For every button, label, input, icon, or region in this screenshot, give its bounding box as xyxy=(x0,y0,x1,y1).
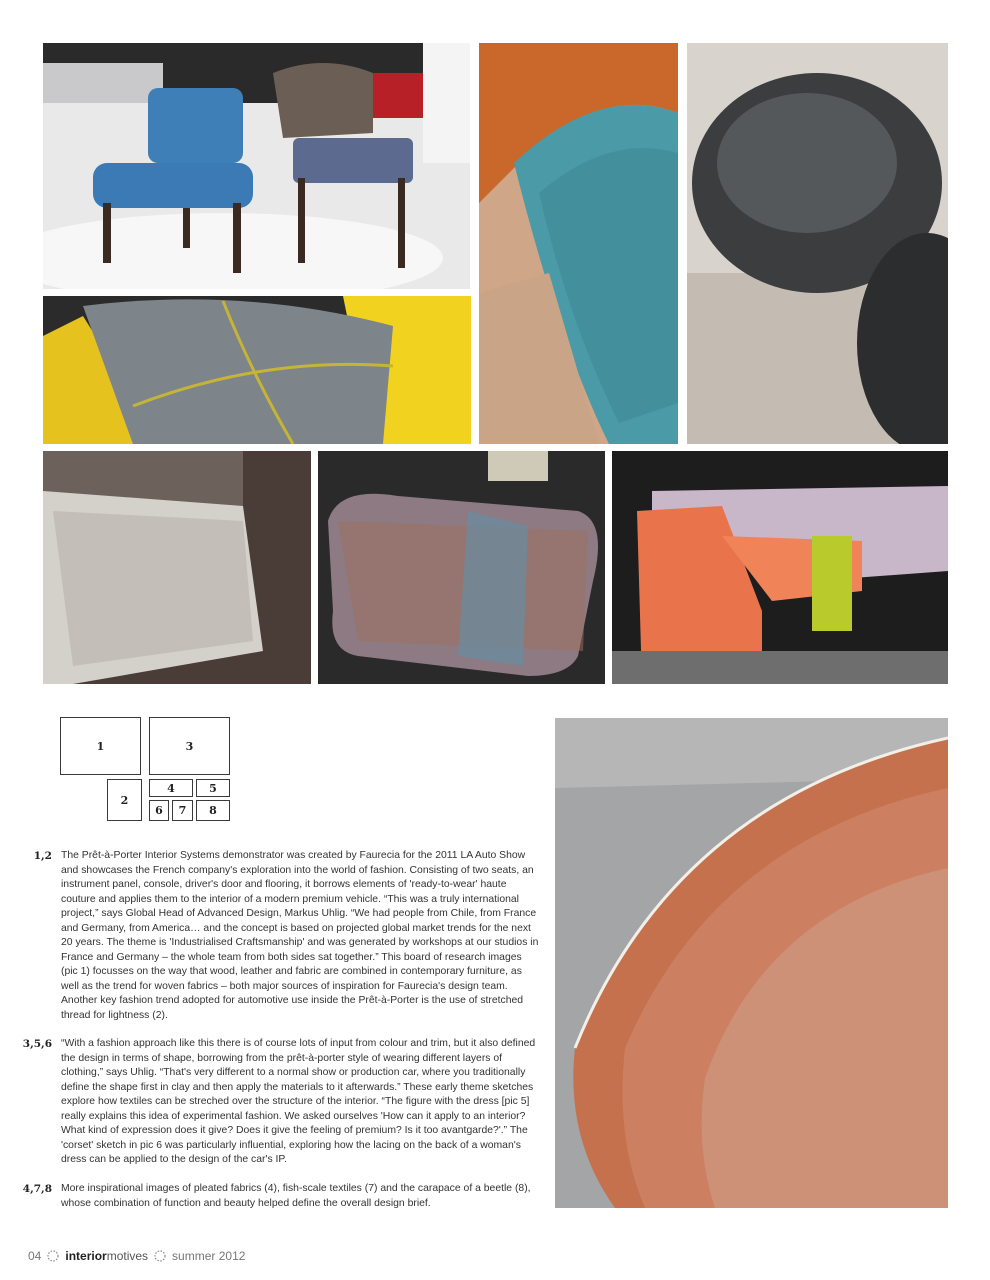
brand-bold: interior xyxy=(65,1249,107,1263)
caption-text: “With a fashion approach like this there is of course lots of input from colour and trim, but it also defined the design in terms of shape, borrowing from the prêt-à-porter style of wearing different layers of clothing,” says Uhlig. “That's very different to a normal show or production car, where you traditionally define the shape first in clay and then apply the materials to it afterwards.” These early theme sketches explore how textiles can be streched over the structure of the interior. “The figure with the dress [pic 5] really explains this idea of experimental fashion. We asked ourselves 'How can it apply to an interior? What kind of expression does it give? Does it give the feeling of premium? Is it too avantgarde?'.” The 'corset' sketch in pic 6 was particularly influential, exploring how the lacing on the back of a woman's dress can be applied to the design of the car's IP. xyxy=(61,1038,536,1165)
dotted-circle-icon xyxy=(154,1250,166,1262)
layout-key xyxy=(60,717,232,825)
caption-text: More inspirational images of pleated fabrics (4), fish-scale textiles (7) and the carapace of a beetle (8), whose combination of function and beauty helped define the overall design brief. xyxy=(61,1183,531,1209)
caption-number: 4,7,8 xyxy=(22,1183,52,1195)
magazine-brand xyxy=(65,1249,148,1263)
key-box-2: 2 xyxy=(107,779,142,821)
photo-orange-sofa xyxy=(612,451,948,684)
photo-white-weave xyxy=(43,451,311,684)
caption-3-5-6 xyxy=(20,1037,536,1168)
key-box-1: 1 xyxy=(60,717,141,775)
issue-label: summer 2012 xyxy=(172,1249,246,1263)
photo-patterned-ottoman xyxy=(318,451,605,684)
dotted-circle-icon xyxy=(47,1250,59,1262)
key-box-7: 7 xyxy=(172,800,193,821)
page-number: 04 xyxy=(28,1249,42,1263)
caption-number: 1,2 xyxy=(33,850,52,862)
key-box-3: 3 xyxy=(149,717,230,775)
photo-stitched-seat xyxy=(43,296,471,444)
caption-4-7-8 xyxy=(20,1182,531,1211)
caption-number: 3,5,6 xyxy=(22,1038,52,1050)
photo-woven-ottoman xyxy=(687,43,948,444)
photo-thread-plate xyxy=(555,718,948,1208)
caption-text: The Prêt-à-Porter Interior Systems demonstrator was created by Faurecia for the 2011 LA Auto Show and showcases the French company's exploration into the world of fashion. Consisting of two seats, an instrument panel, console, driver's door and flooring, it borrows elements of 'ready-to-wear' haute couture and applies them to the interior of a modern premium vehicle. “This was a truly international project,” says Global Head of Advanced Design, Markus Uhlig. “We had people from Chile, from France and Germany, from America… and the concept is based on projected global market trends for the next 20 years. The theme is 'Industrialised Craftsmanship' and was generated by workshops at our studios in France and Germany – the whole team from both sides sat together.” This board of research images (pic 1) focusses on the way that wood, leather and fabric are combined in contemporary furniture, as well as the trend for woven fabrics – both major sources of inspiration for Faurecia's design team. Another key fashion trend adopted for automotive use inside the Prêt-à-Porter is the use of stretched thread for lightness (2). xyxy=(61,850,539,1021)
key-box-6: 6 xyxy=(149,800,169,821)
photo-woven-cushion xyxy=(479,43,678,444)
brand-light: motives xyxy=(106,1249,149,1263)
page-footer xyxy=(28,1247,245,1265)
key-box-8: 8 xyxy=(196,800,230,821)
key-box-5: 5 xyxy=(196,779,230,797)
key-box-4: 4 xyxy=(149,779,193,797)
photo-chairs xyxy=(43,43,470,289)
caption-1-2 xyxy=(20,849,539,1023)
